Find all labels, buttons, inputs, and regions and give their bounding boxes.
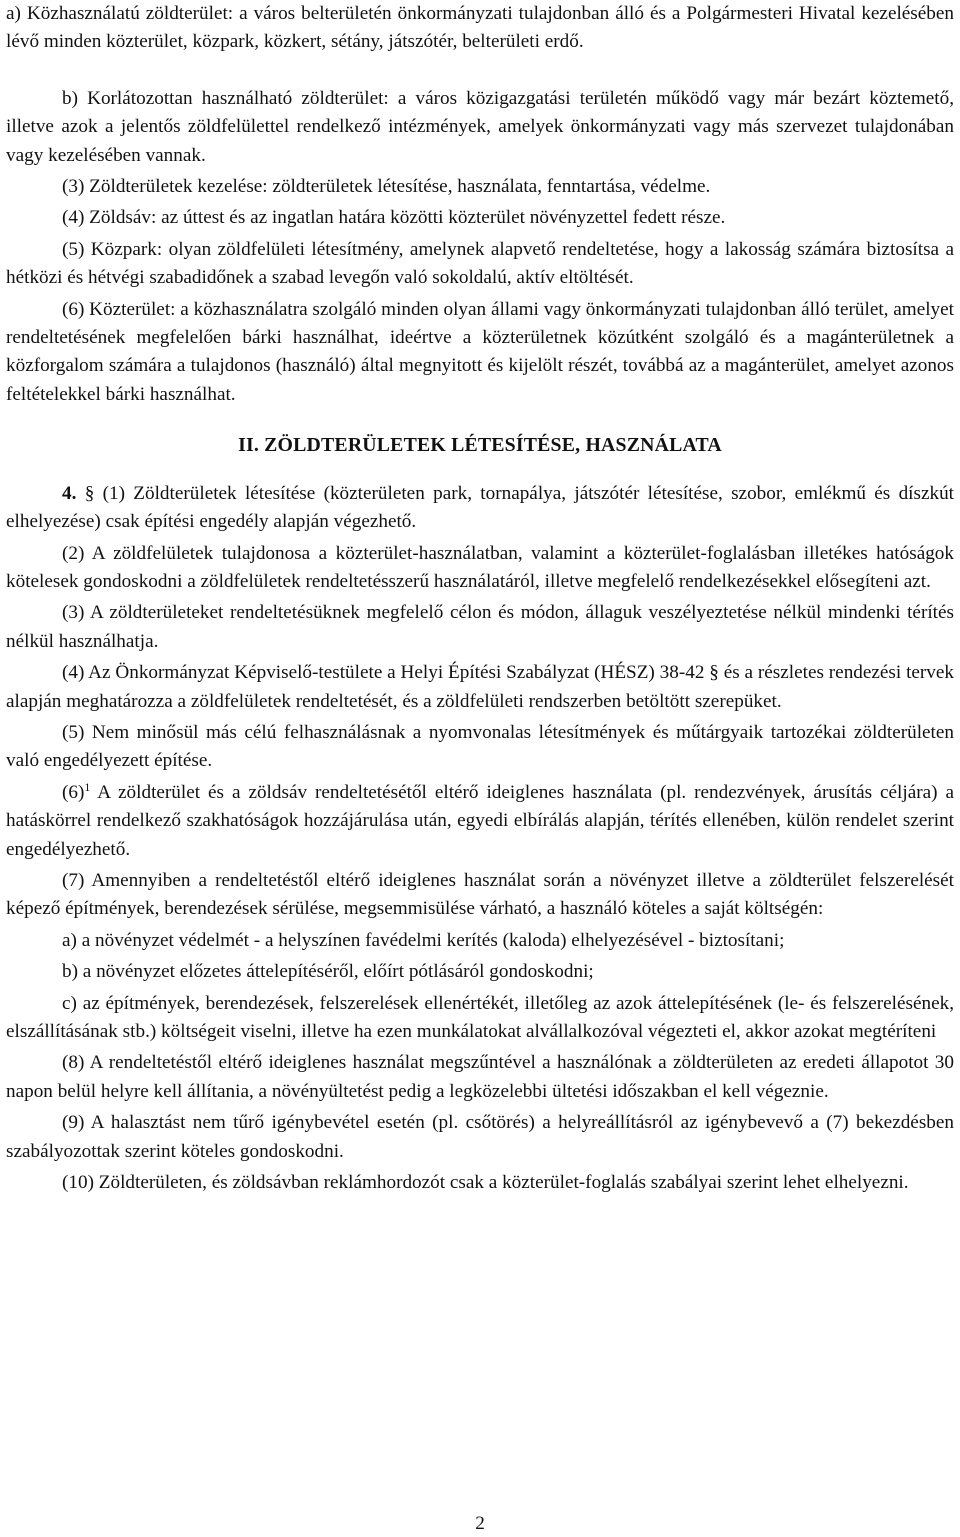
p4-after: és a részletes rendezési tervek alapján meghatározza a zöldfelületek rendeltetését, és a zöldfelületi rendszerben betöltött szerepüket. [6, 662, 955, 712]
paragraph-5: (5) Közpark: olyan zöldfelületi létesítmény, amelynek alapvető rendeltetése, hogy a lakosság számára biztosítsa a hétközi és hétvégi szabadidőnek a szabad levegőn való sokoldalú, aktív eltöltését. [6, 238, 954, 289]
section-sign: § [84, 482, 95, 504]
section-4-text: (1) Zöldterületek létesítése (közterületen park, tornapálya, játszótér létesítése, szobor, emlékmű és díszkút elhelyezése) csak építési engedély alapján végezhető. [6, 482, 955, 533]
section-number: 4. [62, 482, 77, 504]
p4-before: (4) Az Önkormányzat Képviselő-testülete a Helyi Építési Szabályzat (HÉSZ) 38-42 [62, 662, 705, 684]
paragraph-3: (3) Zöldterületek kezelése: zöldterületek létesítése, használata, fenntartása, védelme. [62, 176, 711, 198]
section-heading: II. ZÖLDTERÜLETEK LÉTESÍTÉSE, HASZNÁLATA [238, 434, 722, 457]
paragraph-b: b) Korlátozottan használható zöldterület: a város közigazgatási területén működő vagy már bezárt köztemető, illetve azok a jelentős zöldfelülettel rendelkező intézmények, amelyek önkormányzati vagy más szervezet tulajdonában vagy kezelésében vannak. [6, 87, 954, 166]
section-4-paragraph-10: (10) Zöldterületen, és zöldsávban reklámhordozót csak a közterület-foglalás szabályai szerint lehet elhelyezni. [62, 1172, 909, 1194]
section-4-paragraph-1 [6, 480, 954, 537]
section-4-paragraph-5: (5) Nem minősül más célú felhasználásnak a nyomvonalas létesítmények és műtárgyaik tartozékai zöldterületen való engedélyezett építése. [6, 721, 954, 772]
p7-item-c: c) az építmények, berendezések, felszerelések ellenértékét, illetőleg az azok áttelepítésének (le- és felszerelésének, elszállításának stb.) költségeit viselni, illetve ha ezen munkálatokat alvállalkozóval végezteti el, akkor azokat megtéríteni [6, 992, 954, 1042]
section-4-paragraph-3: (3) A zöldterületeket rendeltetésüknek megfelelő célon és módon, állaguk veszélyeztetése nélkül mindenki térítés nélkül használhatja. [6, 602, 954, 652]
section-4-paragraph-2: (2) A zöldfelületek tulajdonosa a közterület-használatban, valamint a közterület-foglalásban illetékes hatóságok kötelesek gondoskodni a zöldfelületek rendeltetésszerű használatáról, illetve megfelelő rendelkezésekkel elősegíteni azt. [6, 542, 954, 592]
paragraph-4: (4) Zöldsáv: az úttest és az ingatlan határa közötti közterület növényzettel fedett része. [62, 207, 726, 229]
page-number: 2 [475, 1513, 485, 1534]
paragraph-6: (6) Közterület: a közhasználatra szolgáló minden olyan állami vagy önkormányzati tulajdonban álló terület, amelyet rendeltetésének megfelelően bárki használhat, ideértve a közterületnek közútként szolgáló és a magánterületnek a közforgalom számára a tulajdonos (használó) által megnyitott és kijelölt részét, továbbá az a magánterület, amelyet azonos feltételekkel bárki használhat. [6, 298, 954, 405]
p6-text: A zöldterület és a zöldsáv rendeltetésétől eltérő ideiglenes használata (pl. rendezvények, árusítás céljára) a hatáskörrel rendelkező szakhatóságok hozzájárulása után, egyedi elbírálás alapján, térítés ellenében, külön rendelet szerint engedélyezhető. [6, 781, 954, 860]
section-4-paragraph-7: (7) Amennyiben a rendeltetéstől eltérő ideiglenes használat során a növényzet illetve a zöldterület felszerelését képező építmények, berendezések sérülése, megsemmisülése várható, a használó köteles a saját költségén: [6, 869, 954, 920]
section-4-paragraph-9: (9) A halasztást nem tűrő igénybevétel esetén (pl. csőtörés) a helyreállításról az igénybevevő a (7) bekezdésben szabályozottak szerint köteles gondoskodni. [6, 1112, 954, 1162]
paragraph-a: a) Közhasználatú zöldterület: a város belterületén önkormányzati tulajdonban álló és a Polgármesteri Hivatal kezelésében lévő minden közterület, közpark, közkert, sétány, játszótér, belterületi erdő. [6, 3, 954, 53]
footnote-marker: 1 [84, 779, 91, 794]
p7-item-a: a) a növényzet védelmét - a helyszínen favédelmi kerítés (kaloda) elhelyezésével - biztosítani; [62, 929, 785, 951]
p4-section-sign: § [709, 662, 719, 684]
p6-label: (6) [62, 781, 85, 803]
section-4-paragraph-6 [6, 779, 954, 864]
p7-item-b: b) a növényzet előzetes áttelepítéséről, előírt pótlásáról gondoskodni; [62, 961, 594, 983]
section-4-paragraph-8: (8) A rendeltetéstől eltérő ideiglenes használat megszűntével a használónak a zöldterületen az eredeti állapotot 30 napon belül helyre kell állítania, a növényültetést pedig a legközelebbi ültetési időszakban el kell végeznie. [6, 1052, 954, 1102]
section-4-paragraph-4 [6, 659, 954, 716]
